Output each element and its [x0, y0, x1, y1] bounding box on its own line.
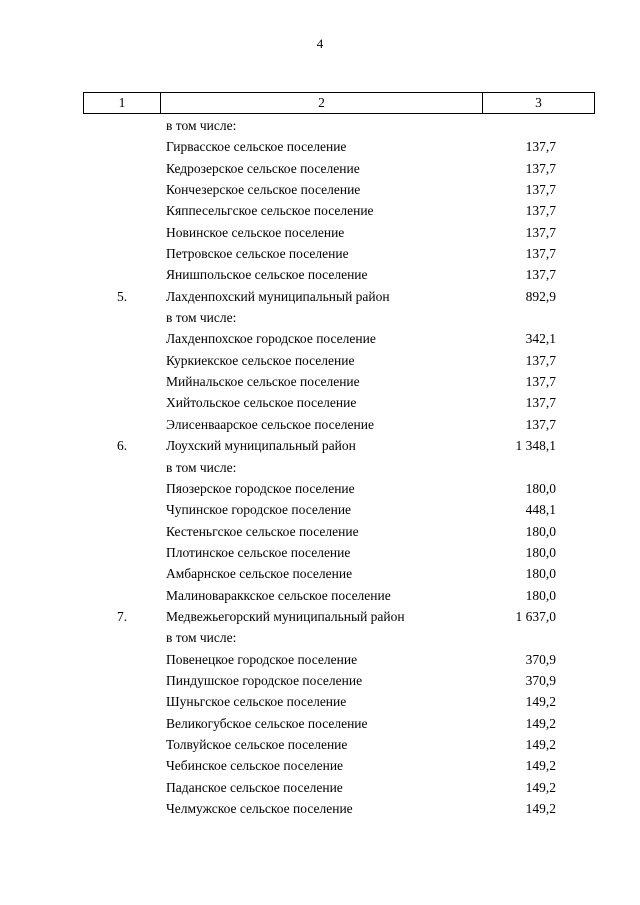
- row-name: Кестеньгское сельское поселение: [166, 523, 359, 539]
- row-name: Повенецкое городское поселение: [166, 651, 358, 667]
- table-row: [0, 329, 640, 350]
- row-value: 448,1: [525, 502, 556, 518]
- table-row: [0, 692, 640, 713]
- header-col-3: 3: [535, 95, 542, 110]
- table-row: [0, 137, 640, 158]
- row-value: 149,2: [525, 801, 556, 816]
- row-name: Плотинское сельское поселение: [166, 544, 351, 560]
- row-name: Кедрозерское сельское поселение: [166, 160, 360, 176]
- row-value: 149,2: [525, 736, 556, 752]
- row-name: Чебинское сельское поселение: [166, 758, 344, 774]
- row-number: 7.: [116, 608, 128, 624]
- row-value: 137,7: [525, 139, 556, 155]
- table-row: [0, 714, 640, 735]
- row-value: 1 348,1: [515, 438, 556, 454]
- row-value: 137,7: [525, 416, 556, 432]
- row-value: 1 637,0: [515, 608, 556, 624]
- row-name: Амбарнское сельское поселение: [166, 566, 353, 582]
- table-row: [0, 778, 640, 799]
- table-row: [0, 180, 640, 201]
- row-name: Чупинское городское поселение: [166, 502, 352, 518]
- table-row: [0, 756, 640, 777]
- row-value: 180,0: [525, 566, 556, 582]
- table-row: [0, 458, 640, 479]
- row-value: 370,9: [525, 651, 556, 667]
- table-row: [0, 479, 640, 500]
- row-name: в том числе:: [166, 310, 237, 326]
- page-number: 4: [316, 36, 324, 51]
- row-value: 370,9: [525, 672, 556, 688]
- table-row: [0, 543, 640, 564]
- row-name: Петровское сельское поселение: [166, 246, 349, 262]
- table-body: [0, 116, 640, 820]
- row-value: 137,7: [525, 352, 556, 368]
- row-value: 137,7: [525, 246, 556, 262]
- row-name: Хийтольское сельское поселение: [166, 395, 357, 411]
- row-number: 5.: [116, 288, 128, 304]
- row-name: Кончезерское сельское поселение: [166, 182, 361, 198]
- table-row: [0, 671, 640, 692]
- table-row: [0, 159, 640, 180]
- row-name: Челмужское сельское поселение: [166, 801, 353, 816]
- row-name: Пяозерское городское поселение: [166, 480, 355, 496]
- row-value: 137,7: [525, 224, 556, 240]
- row-name: Кяппесельгское сельское поселение: [166, 203, 374, 219]
- row-value: 180,0: [525, 544, 556, 560]
- row-value: 149,2: [525, 715, 556, 731]
- table-row: [0, 607, 640, 628]
- table-row: [0, 265, 640, 286]
- row-value: 149,2: [525, 758, 556, 774]
- row-name: Пиндушское городское поселение: [166, 672, 363, 688]
- row-name: Новинское сельское поселение: [166, 224, 345, 240]
- table-row: [0, 244, 640, 265]
- row-value: 149,2: [525, 694, 556, 710]
- table-row: [0, 116, 640, 137]
- table-row: [0, 287, 640, 308]
- row-number: 6.: [116, 438, 128, 454]
- table-header: [83, 92, 595, 114]
- row-name: Малиновараккское сельское поселение: [166, 587, 391, 603]
- row-name: Великогубское сельское поселение: [166, 715, 368, 731]
- row-name: Мийнальское сельское поселение: [166, 374, 360, 390]
- table-row: [0, 436, 640, 457]
- row-name: в том числе:: [166, 459, 237, 475]
- row-name: Элисенваарское сельское поселение: [166, 416, 374, 432]
- table-row: [0, 351, 640, 372]
- row-value: 149,2: [525, 779, 556, 795]
- table-row: [0, 735, 640, 756]
- table-row: [0, 799, 640, 820]
- table-row: [0, 522, 640, 543]
- header-col-1: 1: [84, 93, 161, 113]
- header-col-2: 2: [161, 93, 483, 113]
- row-name: в том числе:: [166, 118, 237, 133]
- row-value: 137,7: [525, 182, 556, 198]
- row-name: Шуньгское сельское поселение: [166, 694, 347, 710]
- row-value: 137,7: [525, 395, 556, 411]
- table-row: [0, 308, 640, 329]
- table-row: [0, 650, 640, 671]
- row-name: Лоухский муниципальный район: [166, 438, 356, 454]
- row-name: Гирвасское сельское поселение: [166, 139, 347, 155]
- row-value: 137,7: [525, 374, 556, 390]
- row-name: Куркиекское сельское поселение: [166, 352, 355, 368]
- table-row: [0, 628, 640, 649]
- row-value: 137,7: [525, 267, 556, 283]
- row-value: 180,0: [525, 480, 556, 496]
- row-value: 137,7: [525, 160, 556, 176]
- row-name: Лахденпохский муниципальный район: [166, 288, 390, 304]
- row-value: 892,9: [525, 288, 556, 304]
- row-value: 180,0: [525, 523, 556, 539]
- table-row: [0, 415, 640, 436]
- row-value: 342,1: [525, 331, 556, 347]
- table-row: [0, 372, 640, 393]
- row-value: 137,7: [525, 203, 556, 219]
- row-name: в том числе:: [166, 630, 237, 646]
- row-value: 180,0: [525, 587, 556, 603]
- row-name: Лахденпохское городское поселение: [166, 331, 376, 347]
- table-row: [0, 201, 640, 222]
- row-name: Паданское сельское поселение: [166, 779, 343, 795]
- table-row: [0, 564, 640, 585]
- table-row: [0, 393, 640, 414]
- table-row: [0, 586, 640, 607]
- row-name: Медвежьегорский муниципальный район: [166, 608, 405, 624]
- row-name: Толвуйское сельское поселение: [166, 736, 348, 752]
- row-name: Янишпольское сельское поселение: [166, 267, 368, 283]
- table-row: [0, 223, 640, 244]
- table-row: [0, 500, 640, 521]
